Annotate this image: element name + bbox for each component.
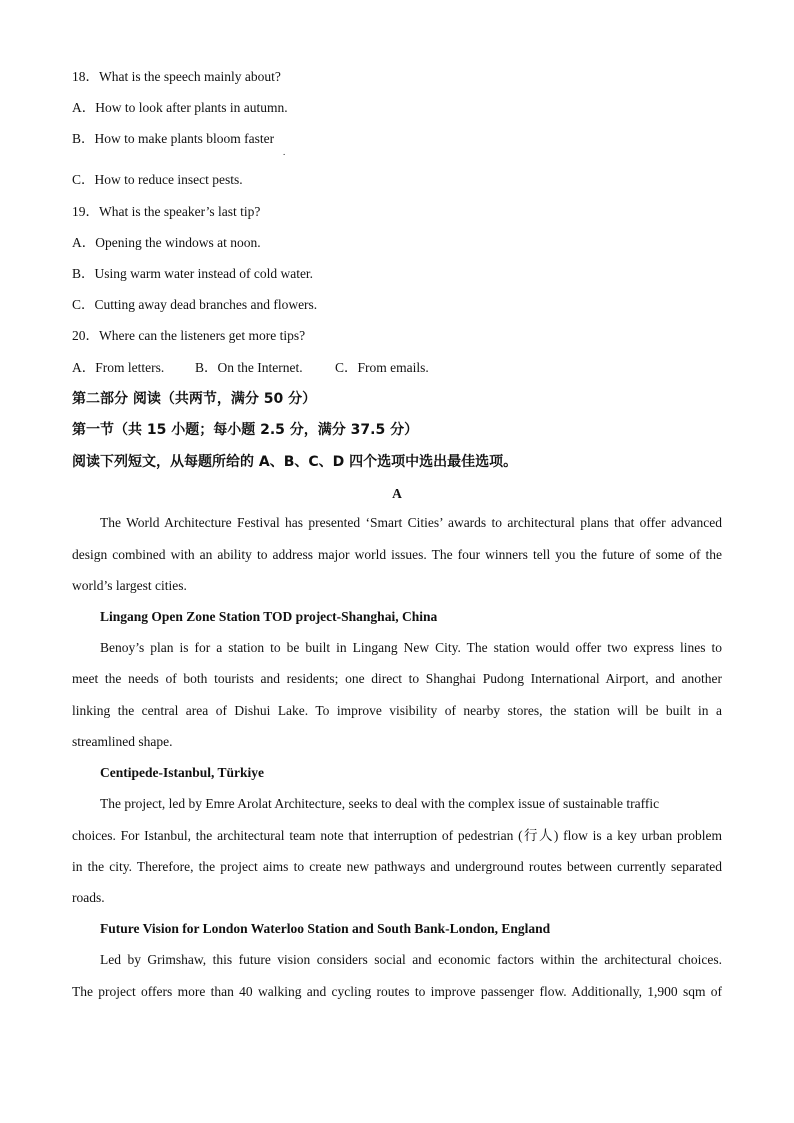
paragraph-line: Led by Grimshaw, this future vision considers social and economic factors within the architectural choices. bbox=[100, 952, 722, 967]
paragraph-line: choices. For Istanbul, the architectural team note that interruption of pedestrian (行人) flow is a key urban problem bbox=[72, 828, 722, 843]
passage-label: A bbox=[392, 486, 402, 501]
q19-option-a: A．Opening the windows at noon. bbox=[72, 235, 261, 250]
paragraph-line: linking the central area of Dishui Lake. To improve visibility of nearby stores, the station will be built in a bbox=[72, 703, 722, 718]
paragraph-line: The project, led by Emre Arolat Architecture, seeks to deal with the complex issue of sustainable traffic bbox=[100, 796, 660, 811]
paragraph-line: meet the needs of both tourists and residents; one direct to Shanghai Pudong International Airport, and another bbox=[72, 671, 722, 686]
q19-option-c: C．Cutting away dead branches and flowers. bbox=[72, 297, 318, 312]
q19-option-b: B．Using warm water instead of cold water. bbox=[72, 266, 314, 281]
paragraph-line: The project offers more than 40 walking and cycling routes to improve passenger flow. Additionally, 1,900 sqm of bbox=[72, 984, 722, 999]
intro-line: design combined with an ability to address major world issues. The four winners tell you the future of some of the bbox=[72, 547, 722, 562]
project-heading-london: Future Vision for London Waterloo Station and South Bank-London, England bbox=[100, 921, 551, 936]
reading-instruction: 阅读下列短文，从每题所给的 A、B、C、D 四个选项中选出最佳选项。 bbox=[72, 454, 518, 470]
question-18: 18．What is the speech mainly about? bbox=[72, 69, 281, 84]
paragraph-line: Benoy’s plan is for a station to be built in Lingang New City. The station would offer two express lines to bbox=[100, 640, 722, 655]
q18-option-c: C．How to reduce insect pests. bbox=[72, 172, 243, 187]
paragraph-line: streamlined shape. bbox=[72, 734, 173, 749]
part2-heading: 第二部分 阅读（共两节，满分 50 分） bbox=[72, 391, 317, 407]
section1-heading: 第一节（共 15 小题；每小题 2.5 分，满分 37.5 分） bbox=[72, 422, 419, 438]
stray-mark: . bbox=[283, 147, 286, 157]
q20-option-c: C．From emails. bbox=[335, 360, 429, 375]
q20-option-a: A．From letters. bbox=[72, 360, 165, 375]
intro-line: world’s largest cities. bbox=[72, 578, 187, 593]
paragraph-line: in the city. Therefore, the project aims to create new pathways and underground routes between currently separated bbox=[72, 859, 722, 874]
project-heading-shanghai: Lingang Open Zone Station TOD project-Shanghai, China bbox=[100, 609, 438, 624]
question-19: 19．What is the speaker’s last tip? bbox=[72, 204, 261, 219]
project-heading-istanbul: Centipede-Istanbul, Türkiye bbox=[100, 765, 265, 780]
question-20: 20．Where can the listeners get more tips? bbox=[72, 328, 306, 343]
q20-option-b: B．On the Internet. bbox=[195, 360, 303, 375]
q18-option-b: B．How to make plants bloom faster bbox=[72, 131, 275, 146]
q18-option-a: A．How to look after plants in autumn. bbox=[72, 100, 288, 115]
paragraph-line: roads. bbox=[72, 890, 105, 905]
intro-line: The World Architecture Festival has presented ‘Smart Cities’ awards to architectural plans that offer advanced bbox=[100, 515, 722, 530]
q20-options bbox=[72, 359, 722, 377]
